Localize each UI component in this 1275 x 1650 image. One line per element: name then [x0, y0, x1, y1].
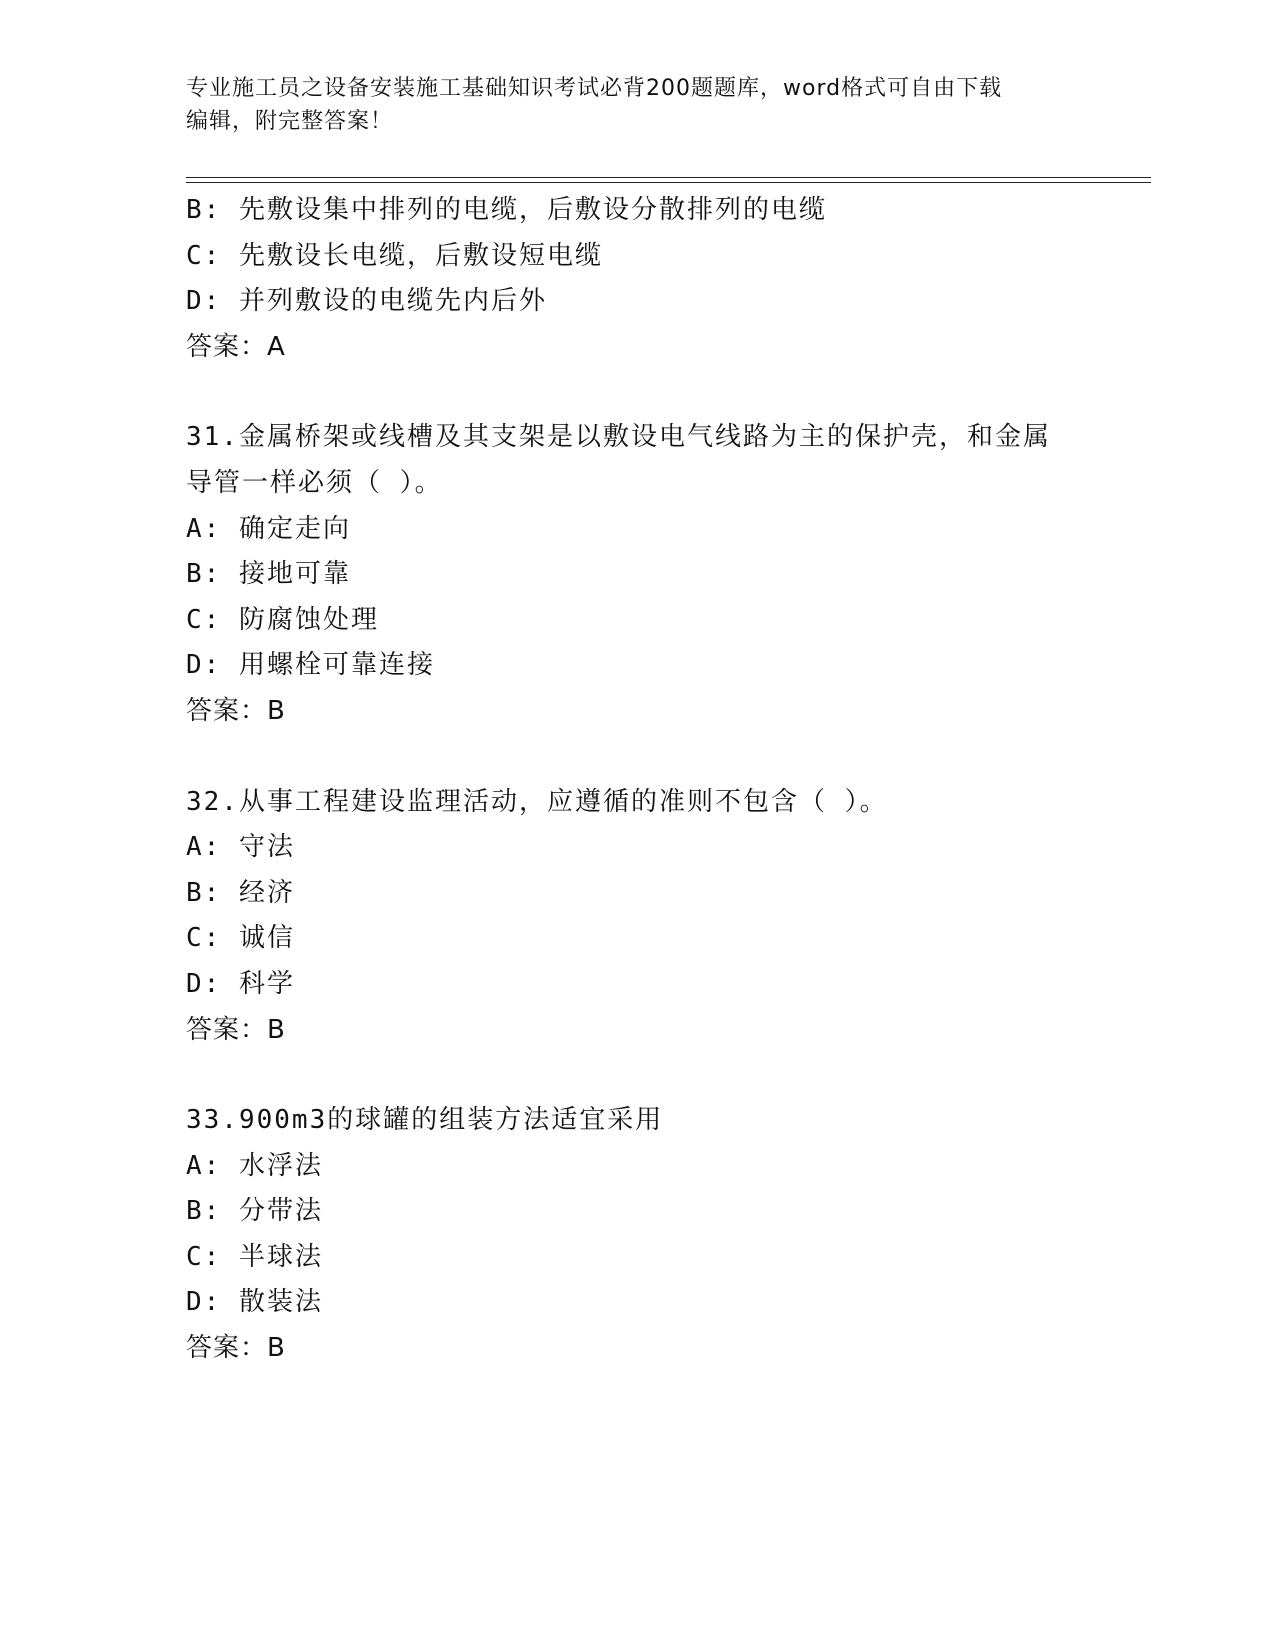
- document-header: [186, 72, 1086, 138]
- option-c: C: 半球法: [186, 1241, 323, 1272]
- option-d: D: 用螺栓可靠连接: [186, 650, 435, 681]
- question-33: [186, 1098, 1146, 1372]
- question-30-continued: [186, 188, 1146, 370]
- option-d: D: 并列敷设的电缆先内后外: [186, 286, 547, 317]
- option-c: C: 诚信: [186, 923, 295, 954]
- question-stem: 32.从事工程建设监理活动，应遵循的准则不包含（ ）。: [186, 786, 888, 817]
- question-32: [186, 780, 1146, 1054]
- answer-label: 答案：A: [186, 331, 286, 362]
- option-d: D: 散装法: [186, 1287, 323, 1318]
- spacer: [186, 1053, 1146, 1098]
- option-a: A: 水浮法: [186, 1150, 323, 1181]
- option-c: C: 先敷设长电缆，后敷设短电缆: [186, 240, 603, 271]
- header-divider-bottom: [186, 182, 1151, 183]
- header-divider-top: [186, 177, 1151, 178]
- question-stem: 33.900m3的球罐的组装方法适宜采用: [186, 1105, 664, 1136]
- header-title-line-1: 专业施工员之设备安装施工基础知识考试必背200题题库，word格式可自由下载: [186, 76, 1003, 101]
- option-d: D: 科学: [186, 968, 295, 999]
- option-b: B: 先敷设集中排列的电缆，后敷设分散排列的电缆: [186, 195, 827, 225]
- spacer: [186, 370, 1146, 415]
- spacer: [186, 735, 1146, 780]
- answer-label: 答案：B: [186, 1333, 286, 1364]
- option-b: B: 分带法: [186, 1196, 323, 1227]
- answer-label: 答案：B: [186, 1014, 286, 1045]
- question-stem: 31.金属桥架或线槽及其支架是以敷设电气线路为主的保护壳，和金属: [186, 422, 1051, 453]
- option-c: C: 防腐蚀处理: [186, 604, 379, 635]
- question-stem-continued: 导管一样必须（ ）。: [186, 467, 443, 498]
- option-a: A: 守法: [186, 832, 295, 863]
- option-b: B: 经济: [186, 877, 295, 908]
- option-a: A: 确定走向: [186, 513, 351, 544]
- question-list: [186, 188, 1146, 1372]
- header-title-line-2: 编辑，附完整答案！: [186, 109, 394, 134]
- question-31: [186, 415, 1146, 734]
- option-b: B: 接地可靠: [186, 559, 351, 590]
- answer-label: 答案：B: [186, 695, 286, 726]
